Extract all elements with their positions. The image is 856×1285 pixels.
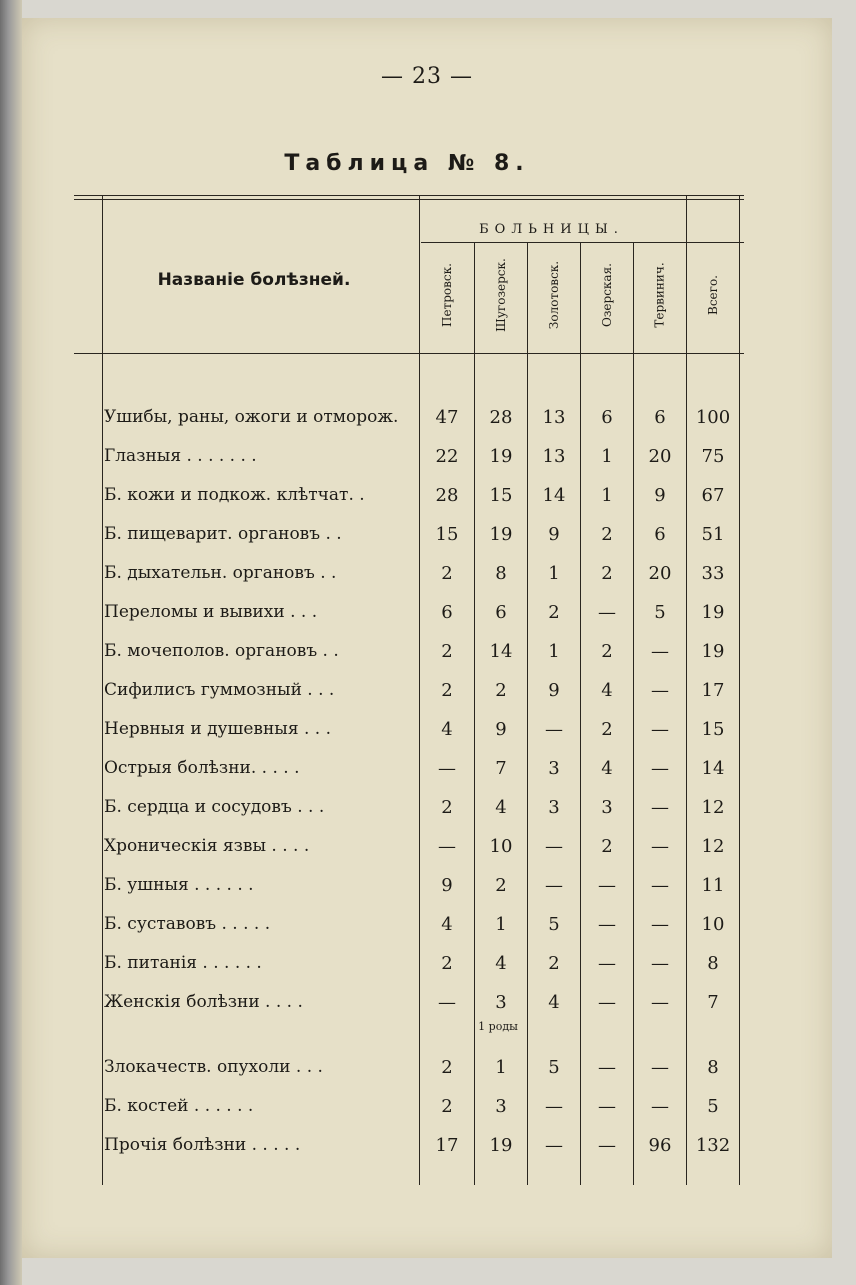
table-cell: 19 [489,1135,513,1156]
table-cell: 3 [548,758,560,779]
row-name: Переломы и вывихи . . . [104,602,318,622]
table-cell: — [598,1135,616,1156]
header-col-zolotovsk: Золотовск. [547,260,562,330]
table-cell: — [651,992,669,1013]
header-disease-name: Названіе болѣзней. [157,270,351,290]
table-cell: 12 [701,836,725,857]
table-cell: 17 [435,1135,459,1156]
table-cell: 8 [707,953,719,974]
table-cell: 2 [441,1057,453,1078]
table-top-rule [74,195,744,196]
table-cell: — [651,641,669,662]
table-cell: 2 [495,875,507,896]
table-cell: — [651,836,669,857]
table-cell: 51 [701,524,725,545]
table-cell: 4 [495,953,507,974]
row-name: Женскія болѣзни . . . . [104,992,303,1012]
table-cell: 2 [548,953,560,974]
row-name: Б. кожи и подкож. клѣтчат. . [104,485,365,505]
row-name: Б. мочеполов. органовъ . . [104,641,339,661]
row-name: Острыя болѣзни. . . . . [104,758,300,778]
table-cell: 19 [701,602,725,623]
table-cell: 9 [441,875,453,896]
table-cell: 2 [601,641,613,662]
table-cell: 4 [601,680,613,701]
book-binding [0,0,22,1285]
table-cell: 2 [441,797,453,818]
table-cell: 10 [701,914,725,935]
row-name: Нервныя и душевныя . . . [104,719,331,739]
table-cell: — [438,758,456,779]
col-rule-5 [633,242,634,1185]
table-cell: 4 [495,797,507,818]
table-cell: 15 [435,524,459,545]
table-cell: — [651,1096,669,1117]
table-cell: 1 [548,563,560,584]
table-cell: 8 [707,1057,719,1078]
header-col-tervinich: Тервинич. [653,262,668,328]
table-cell: 19 [489,446,513,467]
table-cell: 1 [548,641,560,662]
table-cell: 17 [701,680,725,701]
births-note: 1 роды [478,1020,518,1033]
table-cell: 2 [548,602,560,623]
table-cell: 2 [441,641,453,662]
table-cell: 9 [495,719,507,740]
table-cell: 14 [701,758,725,779]
table-cell: 7 [707,992,719,1013]
table-cell: 20 [648,563,672,584]
row-name: Хроническія язвы . . . . [104,836,310,856]
table-cell: — [598,1057,616,1078]
table-cell: 28 [435,485,459,506]
row-name: Б. сердца и сосудовъ . . . [104,797,325,817]
table-cell: 2 [441,1096,453,1117]
table-cell: — [598,992,616,1013]
table-cell: 4 [441,719,453,740]
page-number: — 23 — [381,64,473,89]
header-col-shugozersk: Шугозерск. [494,258,509,332]
table-cell: 96 [648,1135,672,1156]
table-top-rule-inner [74,199,744,200]
table-cell: — [651,719,669,740]
table-cell: 19 [701,641,725,662]
table-cell: 14 [542,485,566,506]
table-cell: — [651,797,669,818]
table-cell: 67 [701,485,725,506]
table-cell: 132 [695,1135,731,1156]
header-bottom-rule [74,353,744,354]
table-cell: 3 [495,992,507,1013]
row-name: Прочія болѣзни . . . . . [104,1135,301,1155]
table-cell: 75 [701,446,725,467]
group-rule [421,242,744,243]
row-name: Ушибы, раны, ожоги и отморож. [104,407,399,427]
table-cell: — [651,875,669,896]
table-cell: 2 [495,680,507,701]
table-cell: 22 [435,446,459,467]
table-cell: — [651,1057,669,1078]
table-cell: 6 [654,524,666,545]
table-cell: 7 [495,758,507,779]
table-cell: 4 [548,992,560,1013]
table-cell: — [651,953,669,974]
col-rule-3 [527,242,528,1185]
table-cell: — [545,719,563,740]
row-name: Б. пищеварит. органовъ . . [104,524,342,544]
table-cell: 5 [707,1096,719,1117]
header-hospitals: БОЛЬНИЦЫ. [479,222,624,237]
table-cell: — [651,680,669,701]
table-cell: 15 [701,719,725,740]
table-cell: 3 [495,1096,507,1117]
table-cell: 2 [601,836,613,857]
table-cell: 15 [489,485,513,506]
table-cell: 5 [548,914,560,935]
col-rule-name-left [102,195,103,1185]
table-cell: — [545,1096,563,1117]
table-cell: — [598,875,616,896]
row-name: Глазныя . . . . . . . [104,446,257,466]
table-cell: 1 [495,1057,507,1078]
table-cell: 12 [701,797,725,818]
table-cell: 2 [441,680,453,701]
header-col-ozerskaya: Озерская. [600,263,614,327]
table-cell: 5 [548,1057,560,1078]
col-rule-4 [580,242,581,1185]
row-name: Сифилисъ гуммозный . . . [104,680,335,700]
table-cell: 100 [695,407,731,428]
table-cell: 3 [601,797,613,818]
table-title: Таблица № 8. [284,151,530,176]
table-cell: 13 [542,446,566,467]
table-cell: 10 [489,836,513,857]
table-cell: 6 [654,407,666,428]
table-cell: 2 [601,524,613,545]
table-cell: 2 [441,563,453,584]
col-rule-right [739,195,740,1185]
table-cell: — [545,1135,563,1156]
table-cell: 47 [435,407,459,428]
table-cell: 1 [495,914,507,935]
table-cell: 3 [548,797,560,818]
table-cell: 2 [601,719,613,740]
table-cell: 8 [495,563,507,584]
table-cell: — [651,758,669,779]
table-cell: — [598,602,616,623]
col-rule-1 [419,195,420,1185]
table-cell: 11 [701,875,725,896]
table-cell: 2 [441,953,453,974]
table-cell: 9 [548,680,560,701]
table-cell: 14 [489,641,513,662]
table-cell: 5 [654,602,666,623]
table-cell: 13 [542,407,566,428]
disease-table [74,195,744,1185]
table-cell: 28 [489,407,513,428]
header-col-total: Всего. [706,275,720,315]
table-cell: 1 [601,446,613,467]
table-cell: — [598,1096,616,1117]
table-cell: — [651,914,669,935]
table-cell: 4 [441,914,453,935]
table-cell: 1 [601,485,613,506]
table-cell: 6 [441,602,453,623]
document-page [22,18,832,1258]
row-name: Б. суставовъ . . . . . [104,914,271,934]
table-cell: — [545,875,563,896]
table-cell: — [438,992,456,1013]
table-cell: 19 [489,524,513,545]
table-cell: 6 [601,407,613,428]
row-name: Злокачеств. опухоли . . . [104,1057,323,1077]
table-cell: — [438,836,456,857]
table-cell: — [545,836,563,857]
row-name: Б. дыхательн. органовъ . . [104,563,337,583]
row-name: Б. ушныя . . . . . . [104,875,254,895]
col-rule-2 [474,242,475,1185]
table-cell: 4 [601,758,613,779]
table-cell: 2 [601,563,613,584]
row-name: Б. питанія . . . . . . [104,953,262,973]
table-cell: 9 [654,485,666,506]
table-cell: 33 [701,563,725,584]
table-cell: — [598,953,616,974]
row-name: Б. костей . . . . . . [104,1096,254,1116]
table-cell: — [598,914,616,935]
table-cell: 6 [495,602,507,623]
table-cell: 9 [548,524,560,545]
header-col-petrovsk: Петровск. [440,263,454,327]
table-cell: 20 [648,446,672,467]
